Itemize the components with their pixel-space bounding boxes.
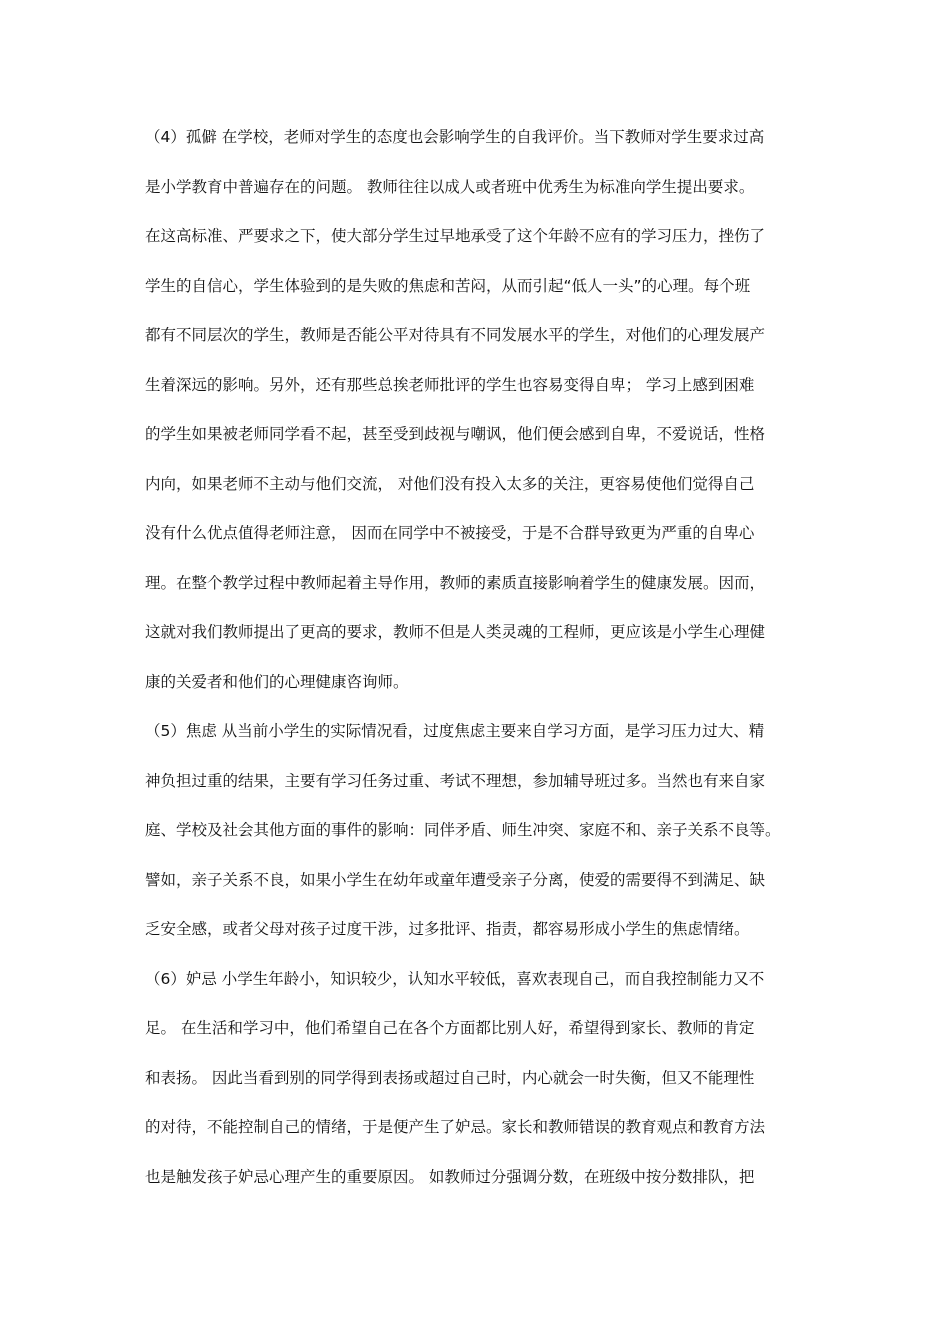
text-line: 神负担过重的结果，主要有学习任务过重、考试不理想，参加辅导班过多。当然也有来自家 <box>145 771 766 790</box>
text-line: 也是触发孩子妒忌心理产生的重要原因。 如教师过分强调分数，在班级中按分数排队，把 <box>145 1167 755 1186</box>
text-line: 和表扬。 因此当看到别的同学得到表扬或超过自己时，内心就会一时失衡，但又不能理性 <box>145 1068 755 1087</box>
text-line: 都有不同层次的学生，教师是否能公平对待具有不同发展水平的学生，对他们的心理发展产 <box>145 326 766 344</box>
text-line: 康的关爱者和他们的心理健康咨询师。 <box>145 672 409 691</box>
text-line: 庭、学校及社会其他方面的事件的影响：同伴矛盾、师生冲突、家庭不和、亲子关系不良等。 <box>145 821 781 839</box>
text-line: 内向，如果老师不主动与他们交流， 对他们没有投入太多的关注，更容易使他们觉得自己 <box>145 474 755 493</box>
text-line: 生着深远的影响。另外，还有那些总挨老师批评的学生也容易变得自卑； 学习上感到困难 <box>145 375 755 394</box>
text-line: 没有什么优点值得老师注意， 因而在同学中不被接受，于是不合群导致更为严重的自卑心 <box>145 524 755 542</box>
text-line: 学生的自信心，学生体验到的是失败的焦虑和苦闷，从而引起“低人一头”的心理。每个班 <box>145 276 751 295</box>
text-line: 的学生如果被老师同学看不起，甚至受到歧视与嘲讽，他们便会感到自卑，不爱说话，性格 <box>145 425 766 443</box>
body-text <box>145 120 809 1209</box>
text-line: 足。 在生活和学习中，他们希望自己在各个方面都比别人好，希望得到家长、教师的肯定 <box>145 1019 755 1037</box>
text-line: 譬如，亲子关系不良，如果小学生在幼年或童年遭受亲子分离，使爱的需要得不到满足、缺 <box>145 870 766 889</box>
text-line: 在这高标准、严要求之下，使大部分学生过早地承受了这个年龄不应有的学习压力，挫伤了 <box>145 227 766 245</box>
text-line: 是小学教育中普遍存在的问题。 教师往往以成人或者班中优秀生为标准向学生提出要求。 <box>145 177 755 196</box>
text-line: （4）孤僻 在学校，老师对学生的态度也会影响学生的自我评价。当下教师对学生要求过高 <box>145 128 765 146</box>
text-line: 乏安全感，或者父母对孩子过度干涉，过多批评、指责，都容易形成小学生的焦虑情绪。 <box>145 920 750 938</box>
text-line: 这就对我们教师提出了更高的要求，教师不但是人类灵魂的工程师，更应该是小学生心理健 <box>145 623 766 641</box>
text-line: 的对待，不能控制自己的情绪，于是便产生了妒忌。家长和教师错误的教育观点和教育方法 <box>145 1118 766 1136</box>
text-line: 理。在整个教学过程中教师起着主导作用，教师的素质直接影响着学生的健康发展。因而， <box>145 573 766 592</box>
text-line: （5）焦虑 从当前小学生的实际情况看，过度焦虑主要来自学习方面，是学习压力过大、精 <box>145 722 765 740</box>
text-line: （6）妒忌 小学生年龄小，知识较少，认知水平较低，喜欢表现自己，而自我控制能力又不 <box>145 969 765 988</box>
